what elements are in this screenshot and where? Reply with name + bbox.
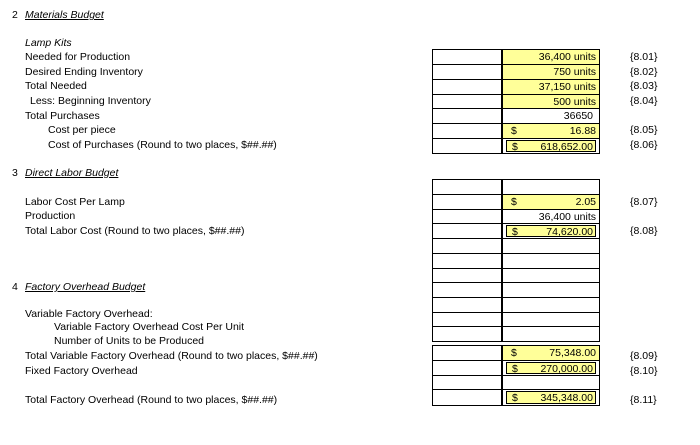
grid-cell <box>432 223 502 239</box>
currency-fixed-factory-overhead: $ <box>512 363 518 375</box>
grid-cell <box>432 253 502 269</box>
label-less-beginning-inventory: Less: Beginning Inventory <box>30 95 151 107</box>
value-less-beginning-inventory: 500 units <box>553 96 596 108</box>
label-fixed-factory-overhead: Fixed Factory Overhead <box>25 365 138 377</box>
input-needed-for-production[interactable] <box>502 49 600 65</box>
grid-cell <box>432 179 502 195</box>
grid-cell <box>432 138 502 154</box>
grid-cell <box>432 360 502 376</box>
grid-cell <box>502 179 600 195</box>
grid-cell <box>432 297 502 313</box>
lamp-kits-heading: Lamp Kits <box>25 37 72 49</box>
value-needed-for-production: 36,400 units <box>538 51 596 63</box>
grid-cell <box>432 375 502 390</box>
grid-cell <box>502 268 600 283</box>
grid-cell <box>502 282 600 298</box>
ref-8-08: {8.08} <box>630 225 658 237</box>
label-total-purchases: Total Purchases <box>25 110 100 122</box>
input-total-variable-overhead[interactable] <box>502 345 600 361</box>
value-cost-per-piece: 16.88 <box>569 125 596 137</box>
section-number-labor: 3 <box>12 167 18 179</box>
ref-8-06: {8.06} <box>630 139 658 151</box>
label-cost-per-piece: Cost per piece <box>48 124 116 136</box>
grid-cell <box>432 94 502 109</box>
label-variable-cost-per-unit: Variable Factory Overhead Cost Per Unit <box>54 321 245 333</box>
value-fixed-factory-overhead: 270,000.00 <box>540 363 593 375</box>
value-cost-of-purchases: 618,652.00 <box>540 141 593 153</box>
grid-cell <box>432 79 502 95</box>
section-title-overhead: Factory Overhead Budget <box>25 281 146 293</box>
value-production: 36,400 units <box>538 211 596 223</box>
input-labor-cost-per-lamp[interactable] <box>502 194 600 210</box>
currency-labor-cost-per-lamp: $ <box>511 196 517 208</box>
label-units-to-be-produced: Number of Units to be Produced <box>54 335 204 347</box>
label-desired-ending-inventory: Desired Ending Inventory <box>25 66 143 78</box>
grid-cell <box>432 326 502 342</box>
grid-cell <box>502 253 600 269</box>
value-total-labor-cost: 74,620.00 <box>546 226 593 238</box>
grid-cell <box>432 209 502 224</box>
grid-cell <box>432 238 502 254</box>
ref-8-02: {8.02} <box>630 66 658 78</box>
ref-8-03: {8.03} <box>630 80 658 92</box>
grid-cell <box>432 49 502 65</box>
ref-8-10: {8.10} <box>630 365 658 377</box>
grid-cell <box>432 312 502 327</box>
currency-total-factory-overhead: $ <box>512 392 518 404</box>
input-total-needed[interactable] <box>502 79 600 95</box>
grid-cell <box>432 345 502 361</box>
currency-cost-per-piece: $ <box>511 125 517 137</box>
value-total-purchases: 36650 <box>563 110 593 122</box>
label-total-labor-cost: Total Labor Cost (Round to two places, $##.##) <box>25 225 245 237</box>
value-total-factory-overhead: 345,348.00 <box>540 392 593 404</box>
input-cost-per-piece[interactable] <box>502 123 600 139</box>
value-desired-ending-inventory: 750 units <box>553 66 596 78</box>
section-number-overhead: 4 <box>12 281 18 293</box>
ref-8-05: {8.05} <box>630 124 658 136</box>
value-total-needed: 37,150 units <box>538 81 596 93</box>
value-total-variable-overhead: 75,348.00 <box>549 347 596 359</box>
input-fixed-factory-overhead[interactable] <box>502 360 600 376</box>
currency-cost-of-purchases: $ <box>512 141 518 153</box>
input-production[interactable] <box>502 209 600 224</box>
label-total-variable-overhead: Total Variable Factory Overhead (Round to two places, $##.##) <box>25 350 318 362</box>
grid-cell <box>502 312 600 327</box>
label-variable-factory-overhead: Variable Factory Overhead: <box>25 308 153 320</box>
label-cost-of-purchases: Cost of Purchases (Round to two places, $##.##) <box>48 139 277 151</box>
grid-cell <box>432 123 502 139</box>
value-labor-cost-per-lamp: 2.05 <box>575 196 596 208</box>
input-less-beginning-inventory[interactable] <box>502 94 600 109</box>
input-desired-ending-inventory[interactable] <box>502 64 600 80</box>
label-labor-cost-per-lamp: Labor Cost Per Lamp <box>25 196 125 208</box>
grid-cell <box>432 64 502 80</box>
grid-cell <box>432 108 502 124</box>
grid-cell <box>432 389 502 406</box>
input-total-labor-cost[interactable] <box>502 223 600 239</box>
ref-8-04: {8.04} <box>630 95 658 107</box>
label-needed-for-production: Needed for Production <box>25 51 131 63</box>
ref-8-07: {8.07} <box>630 196 658 208</box>
section-title-labor: Direct Labor Budget <box>25 167 119 179</box>
grid-cell <box>502 375 600 390</box>
grid-cell <box>502 326 600 342</box>
grid-cell <box>432 194 502 210</box>
currency-total-labor-cost: $ <box>512 226 518 238</box>
currency-total-variable-overhead: $ <box>511 347 517 359</box>
section-number-materials: 2 <box>12 9 18 21</box>
grid-cell <box>432 268 502 283</box>
section-title-materials: Materials Budget <box>25 9 104 21</box>
ref-8-11: {8.11} <box>630 394 657 406</box>
label-production: Production <box>25 210 76 222</box>
label-total-needed: Total Needed <box>25 80 87 92</box>
ref-8-01: {8.01} <box>630 51 658 63</box>
grid-cell <box>432 282 502 298</box>
input-total-factory-overhead[interactable] <box>502 389 600 406</box>
input-total-purchases[interactable] <box>502 108 600 124</box>
grid-cell <box>502 297 600 313</box>
grid-cell <box>502 238 600 254</box>
input-cost-of-purchases[interactable] <box>502 138 600 154</box>
label-total-factory-overhead: Total Factory Overhead (Round to two places, $##.##) <box>25 394 278 406</box>
ref-8-09: {8.09} <box>630 350 658 362</box>
